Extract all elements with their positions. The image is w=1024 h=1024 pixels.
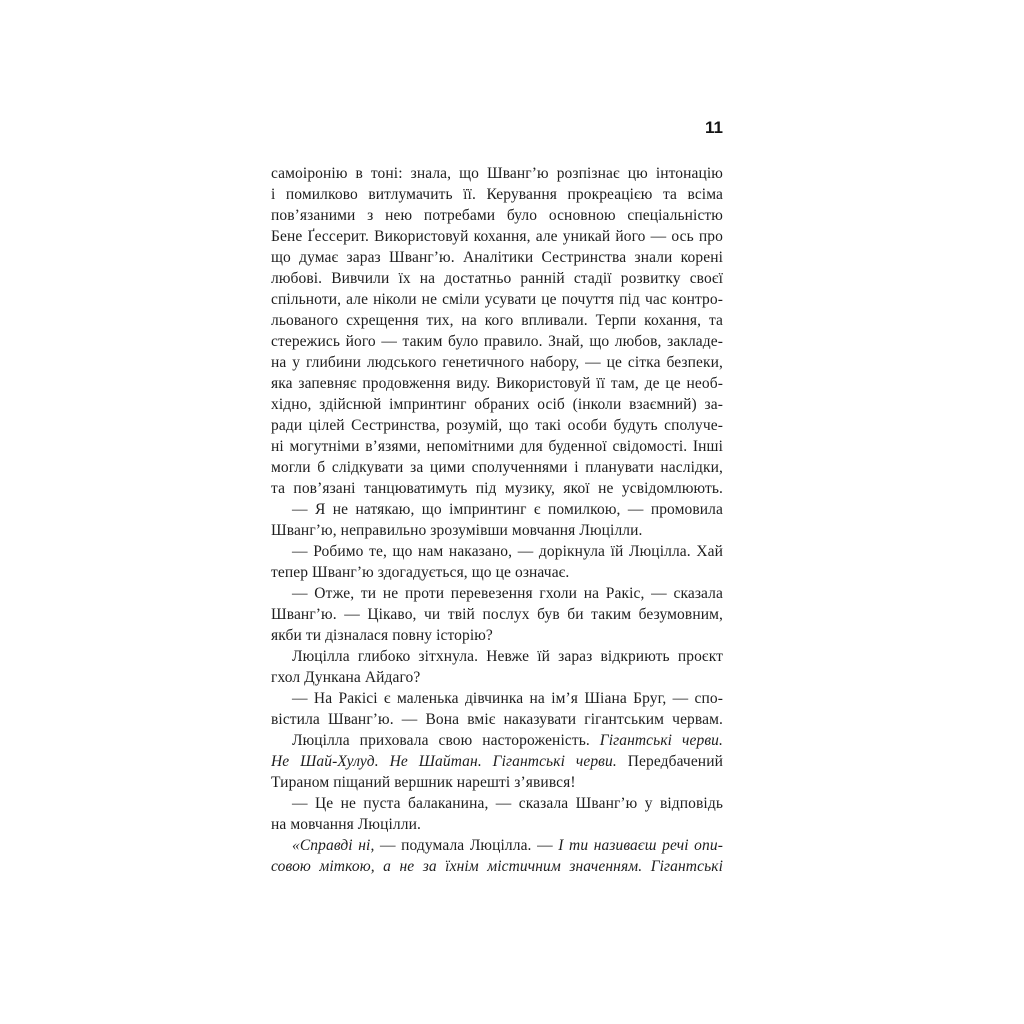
text-segment: спільноти, але ніколи не сміли усувати це почуття під час контро- — [271, 291, 723, 308]
text-line — [271, 625, 723, 646]
text-segment: — Це не пуста балаканина, — сказала Шванг’ю у відповідь — [292, 795, 723, 812]
text-segment: совою міткою, а не за їхнім містичним значенням. Гігантські — [271, 858, 723, 875]
text-segment: любові. Вивчили їх на достатньо ранній стадії розвитку своєї — [271, 270, 723, 287]
text-segment: ради цілей Сестринства, розумій, що такі особи будуть сполуче- — [271, 417, 723, 434]
text-line — [271, 436, 723, 457]
text-segment: вістила Шванг’ю. — Вона вміє наказувати гігантським червам. — [271, 711, 723, 728]
text-line — [271, 310, 723, 331]
text-segment: Не Шай-Хулуд. Не Шайтан. Гігантські черви. — [271, 753, 617, 770]
text-segment: і помилково витлумачить її. Керування прокреацією та всіма — [271, 186, 723, 203]
text-segment: яка запевняє продовження виду. Використовуй її там, де це необ- — [271, 375, 723, 392]
text-segment: самоіронію в тоні: знала, що Шванг’ю розпізнає цю інтонацію — [271, 165, 723, 182]
text-segment: — Отже, ти не проти перевезення гхоли на Ракіс, — сказала — [292, 585, 723, 602]
text-segment: на мовчання Люцілли. — [271, 816, 421, 833]
text-segment: та пов’язані танцюватимуть під музику, якої не усвідомлюють. — [271, 480, 723, 497]
text-segment: Тираном піщаний вершник нарешті з’явився! — [271, 774, 576, 791]
text-segment: стережись його — таким було правило. Знай, що любов, закладе- — [271, 333, 723, 350]
text-line — [271, 247, 723, 268]
text-line — [271, 709, 723, 730]
text-segment: хідно, здійснюй імпринтинг обраних осіб (інколи взаємний) за- — [271, 396, 723, 413]
text-line — [271, 814, 723, 835]
text-line — [271, 646, 723, 667]
text-segment: — подумала Люцілла. — — [374, 837, 559, 854]
text-line — [271, 562, 723, 583]
text-block — [271, 163, 723, 877]
text-segment: Люцілла глибоко зітхнула. Невже їй зараз відкриють проєкт — [292, 648, 723, 665]
text-segment: Шванг’ю. — Цікаво, чи твій послух був би таким безумовним, — [271, 606, 723, 623]
text-line — [271, 478, 723, 499]
text-segment: гхол Дункана Айдаго? — [271, 669, 421, 686]
text-segment: Люцілла приховала свою настороженість. — [292, 732, 600, 749]
text-line — [271, 499, 723, 520]
text-segment: Гігантські черви. — [599, 732, 723, 749]
text-segment: І ти називаєш речі опи- — [558, 837, 723, 854]
text-line — [271, 856, 723, 877]
text-line — [271, 457, 723, 478]
text-line — [271, 835, 723, 856]
text-line — [271, 604, 723, 625]
text-line — [271, 793, 723, 814]
text-segment: — Робимо те, що нам наказано, — дорікнула їй Люцілла. Хай — [292, 543, 723, 560]
text-segment: Передбачений — [616, 753, 723, 770]
text-segment: льованого схрещення тих, на кого впливали. Терпи кохання, та — [271, 312, 723, 329]
text-line — [271, 415, 723, 436]
text-line — [271, 226, 723, 247]
text-segment: — Я не натякаю, що імпринтинг є помилкою, — промовила — [292, 501, 723, 518]
text-line — [271, 163, 723, 184]
text-line — [271, 751, 723, 772]
text-line — [271, 331, 723, 352]
text-segment: що думає зараз Шванг’ю. Аналітики Сестринства знали корені — [271, 249, 723, 266]
page-number: 11 — [705, 118, 723, 137]
text-segment: на у глибини людського генетичного набору, — це сітка безпеки, — [271, 354, 723, 371]
text-line — [271, 205, 723, 226]
text-line — [271, 520, 723, 541]
text-line — [271, 730, 723, 751]
text-line — [271, 667, 723, 688]
text-line — [271, 541, 723, 562]
text-segment: Шванг’ю, неправильно зрозумівши мовчання Люцілли. — [271, 522, 643, 539]
text-line — [271, 268, 723, 289]
text-line — [271, 688, 723, 709]
text-segment: якби ти дізналася повну історію? — [271, 627, 493, 644]
text-segment: — На Ракісі є маленька дівчинка на ім’я Шіана Бруг, — спо- — [292, 690, 723, 707]
text-segment: ні могутніми в’язями, непомітними для буденної свідомості. Інші — [271, 438, 723, 455]
text-line — [271, 289, 723, 310]
text-line — [271, 394, 723, 415]
text-line — [271, 352, 723, 373]
text-line — [271, 583, 723, 604]
text-segment: Бене Ґессерит. Використовуй кохання, але уникай його — ось про — [271, 228, 723, 245]
text-line — [271, 373, 723, 394]
text-line — [271, 184, 723, 205]
text-segment: тепер Шванг’ю здогадується, що це означає. — [271, 564, 570, 581]
text-segment: «Справді ні, — [292, 837, 375, 854]
text-segment: пов’язаними з нею потребами було основною спеціальністю — [271, 207, 723, 224]
text-line — [271, 772, 723, 793]
text-segment: могли б слідкувати за цими сполученнями і планувати наслідки, — [271, 459, 723, 476]
